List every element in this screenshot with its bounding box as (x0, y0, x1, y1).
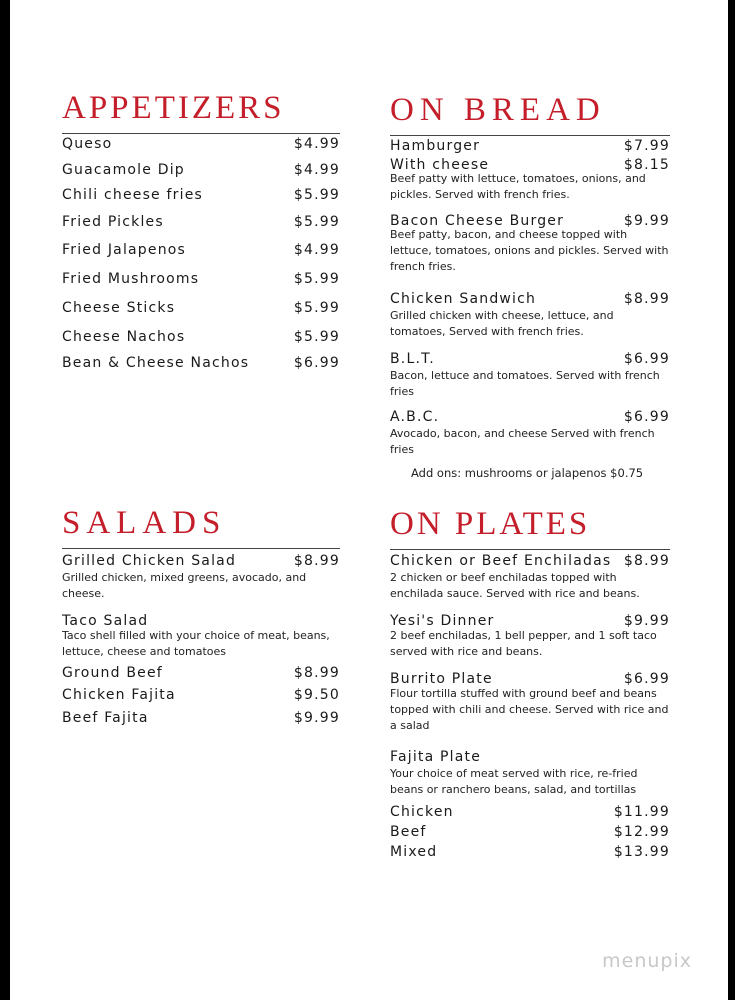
menu-item (62, 613, 340, 660)
item-price: $9.50 (293, 687, 340, 703)
item-price: $8.99 (293, 553, 340, 569)
salads-section (62, 507, 340, 737)
add-ons-note: Add ons: mushrooms or jalapenos $0.75 (411, 466, 644, 480)
item-description: Beef patty, bacon, and cheese topped with lettuce, tomatoes, onions and pickles. Served with french fries. (390, 228, 669, 273)
menu-item (390, 553, 670, 602)
menu-item (62, 136, 340, 152)
item-name: Bean & Cheese Nachos (62, 355, 250, 371)
item-description: Bacon, lettuce and tomatoes. Served with french fries (390, 369, 660, 398)
appetizers-divider (62, 133, 340, 134)
menu-item (62, 271, 340, 287)
item-price: $5.99 (293, 214, 340, 230)
item-name: Fried Mushrooms (62, 271, 200, 287)
menu-item (390, 351, 670, 400)
item-description: Taco shell filled with your choice of meat, beans, lettuce, cheese and tomatoes (62, 629, 330, 658)
menu-item (62, 187, 340, 203)
item-name: Chili cheese fries (62, 187, 204, 203)
appetizers-section (62, 92, 340, 392)
item-name: Chicken or Beef Enchiladas (390, 553, 612, 569)
salads-title: SALADS (62, 505, 227, 541)
menu-item (62, 214, 340, 230)
menu-item (62, 162, 340, 178)
item-price: $9.99 (623, 613, 670, 629)
menu-item (62, 687, 340, 703)
menu-item (62, 710, 340, 726)
menu-item (62, 355, 340, 371)
item-name: Taco Salad (62, 613, 149, 629)
item-price: $6.99 (623, 409, 670, 425)
item-name: Mixed (390, 844, 438, 860)
item-price: $11.99 (613, 804, 670, 820)
on-plates-title: ON PLATES (390, 506, 591, 542)
item-price: $8.15 (623, 157, 670, 173)
item-description: Beef patty with lettuce, tomatoes, onions, and pickles. Served with french fries. (390, 172, 646, 201)
item-price: $6.99 (623, 351, 670, 367)
item-price: $5.99 (293, 271, 340, 287)
menu-page (10, 0, 728, 1000)
on-bread-divider (390, 135, 670, 136)
menu-item (390, 749, 670, 798)
item-name: Queso (62, 136, 113, 152)
item-price: $4.99 (293, 136, 340, 152)
item-name: Chicken (390, 804, 454, 820)
item-price: $5.99 (293, 329, 340, 345)
item-name: Chicken Sandwich (390, 291, 537, 307)
item-name: Beef Fajita (62, 710, 149, 726)
item-name: Cheese Sticks (62, 300, 176, 316)
item-name: Fried Pickles (62, 214, 164, 230)
item-price: $9.99 (623, 213, 670, 229)
menu-item (390, 613, 670, 660)
menu-item (390, 409, 670, 458)
menu-item (62, 329, 340, 345)
menu-item (62, 300, 340, 316)
on-plates-section (390, 508, 670, 868)
menu-item (62, 553, 340, 602)
appetizers-title: APPETIZERS (62, 90, 285, 126)
item-description: 2 chicken or beef enchiladas topped with enchilada sauce. Served with rice and beans. (390, 571, 640, 600)
item-price: $5.99 (293, 187, 340, 203)
item-price: $6.99 (623, 671, 670, 687)
on-bread-section (390, 94, 670, 494)
item-name: Beef (390, 824, 427, 840)
item-name: B.L.T. (390, 351, 435, 367)
menu-item (390, 844, 670, 860)
menu-item (390, 804, 670, 820)
item-name: Fried Jalapenos (62, 242, 187, 258)
item-name: Cheese Nachos (62, 329, 186, 345)
on-plates-divider (390, 549, 670, 550)
menu-item (62, 665, 340, 681)
item-name: A.B.C. (390, 409, 440, 425)
item-price: $8.99 (293, 665, 340, 681)
item-price: $4.99 (293, 242, 340, 258)
item-price: $5.99 (293, 300, 340, 316)
item-name: Guacamole Dip (62, 162, 185, 178)
item-price: $6.99 (293, 355, 340, 371)
item-price: $9.99 (293, 710, 340, 726)
item-name: With cheese (390, 157, 490, 173)
item-name: Grilled Chicken Salad (62, 553, 237, 569)
item-name: Hamburger (390, 138, 481, 154)
item-price: $12.99 (613, 824, 670, 840)
item-description: Grilled chicken, mixed greens, avocado, and cheese. (62, 571, 307, 600)
item-name: Burrito Plate (390, 671, 493, 687)
salads-divider (62, 548, 340, 549)
item-name: Chicken Fajita (62, 687, 176, 703)
item-name: Ground Beef (62, 665, 163, 681)
item-name: Fajita Plate (390, 749, 482, 765)
menu-item (62, 242, 340, 258)
item-description: Avocado, bacon, and cheese Served with french fries (390, 427, 655, 456)
item-description: Grilled chicken with cheese, lettuce, and tomatoes, Served with french fries. (390, 309, 614, 338)
item-description: 2 beef enchiladas, 1 bell pepper, and 1 soft taco served with rice and beans. (390, 629, 657, 658)
item-price: $8.99 (623, 553, 670, 569)
item-price: $13.99 (613, 844, 670, 860)
item-description: Flour tortilla stuffed with ground beef and beans topped with chili and cheese. Served with rice and a salad (390, 687, 669, 732)
item-description: Your choice of meat served with rice, re-fried beans or ranchero beans, salad, and tortillas (390, 767, 638, 796)
watermark: menupix (602, 950, 692, 972)
item-name: Yesi's Dinner (390, 613, 495, 629)
menu-item (390, 291, 670, 340)
menu-item (390, 824, 670, 840)
item-price: $7.99 (623, 138, 670, 154)
menu-item (390, 213, 670, 275)
item-price: $4.99 (293, 162, 340, 178)
menu-item (390, 157, 670, 203)
menu-item (390, 138, 670, 154)
on-bread-title: ON BREAD (390, 92, 606, 128)
item-price: $8.99 (623, 291, 670, 307)
menu-item (390, 671, 670, 734)
item-name: Bacon Cheese Burger (390, 213, 565, 229)
